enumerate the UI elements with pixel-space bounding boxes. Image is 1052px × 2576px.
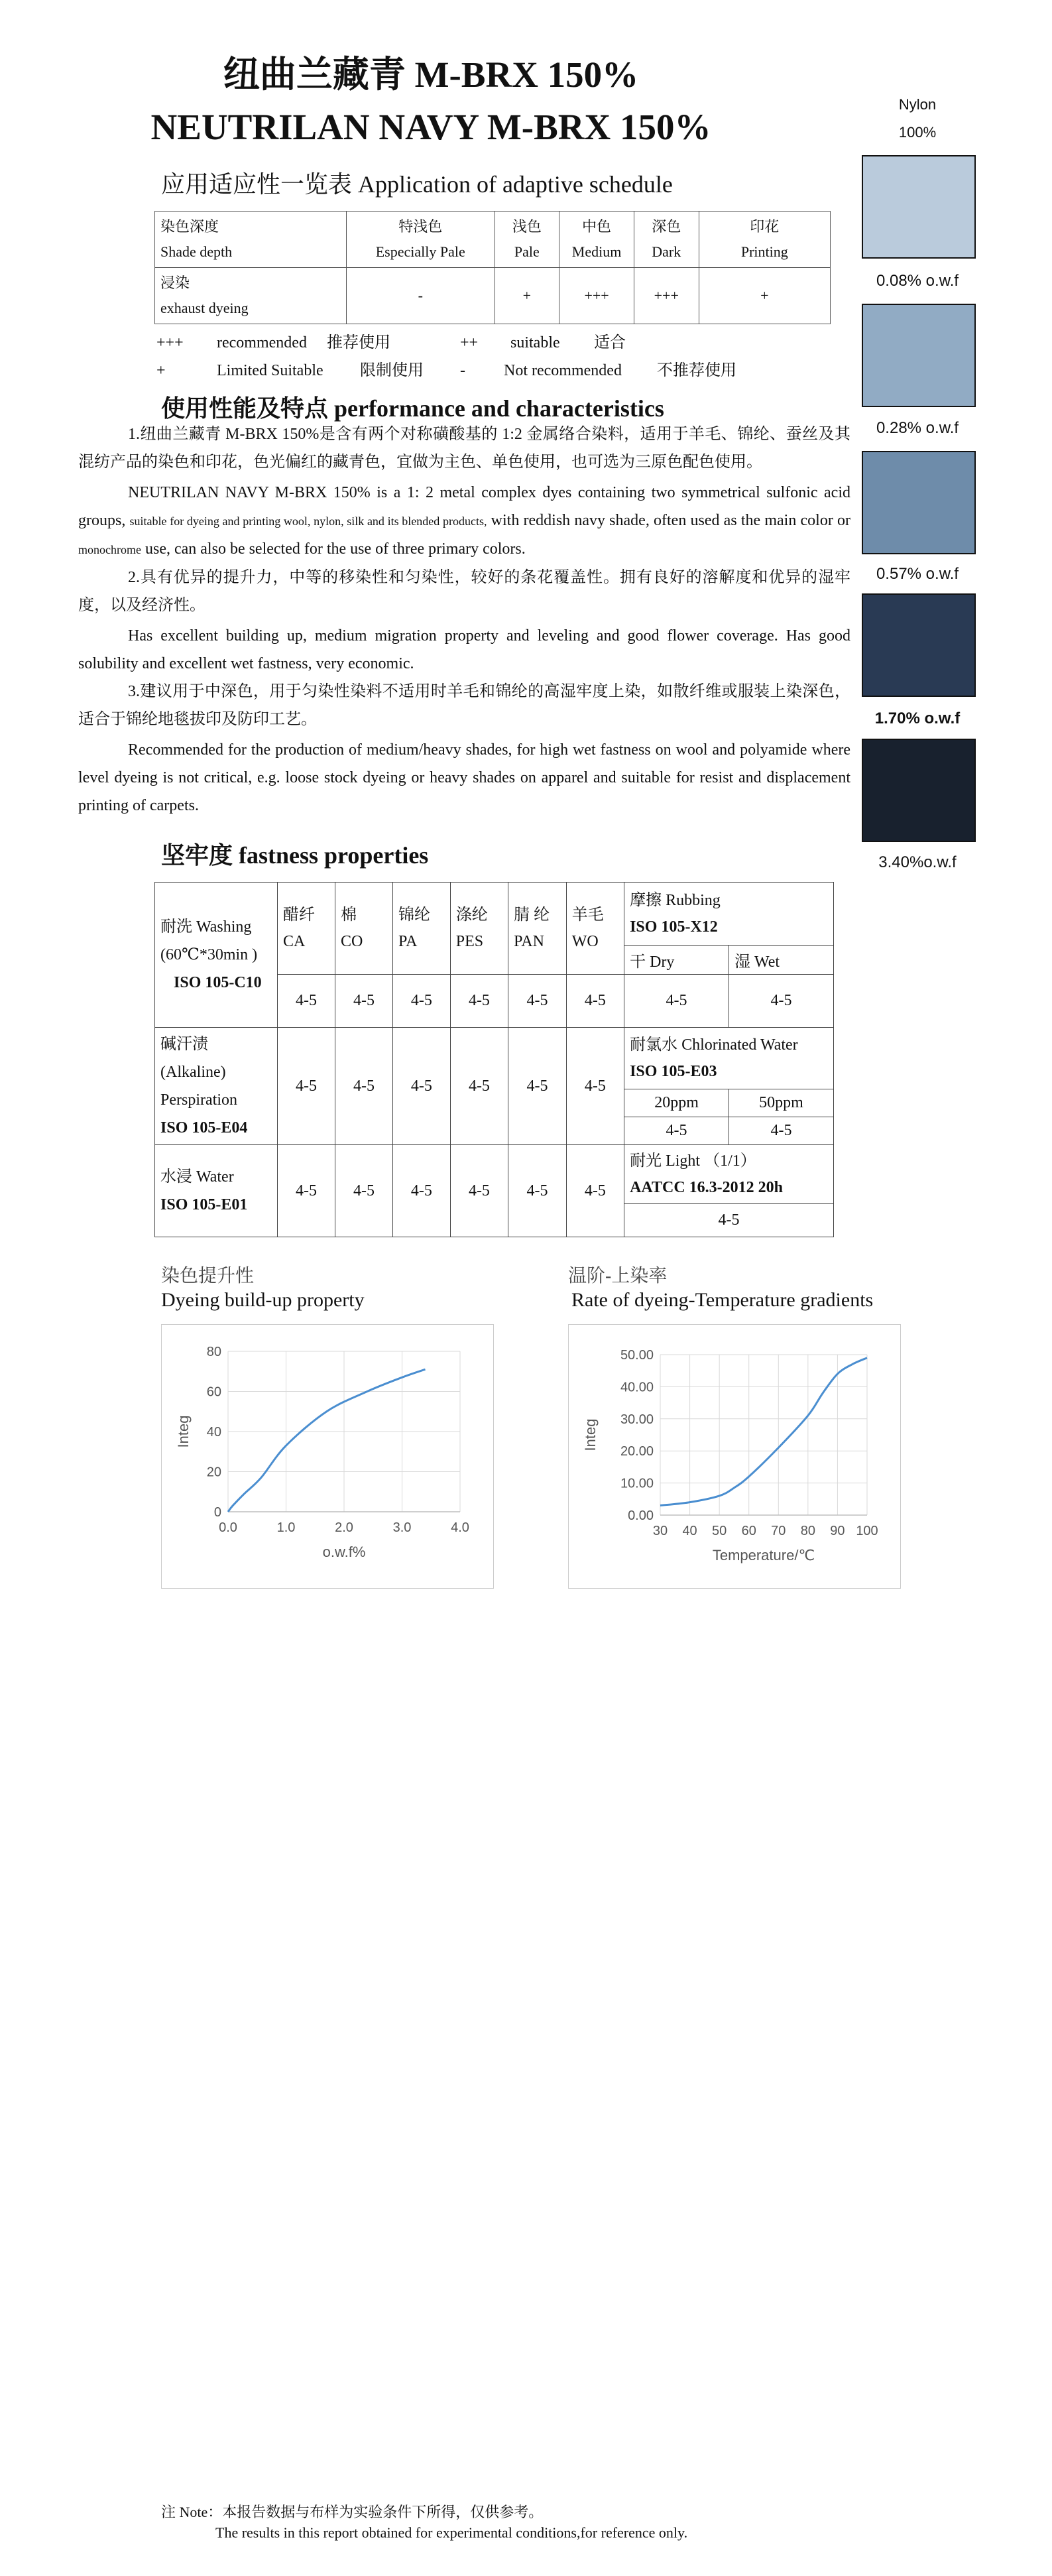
y-tick-label: 40.00 — [620, 1380, 654, 1395]
rubbing-dry-label: 干 Dry — [624, 946, 729, 975]
y-axis-label: Integ — [175, 1415, 192, 1448]
washing-co: 4-5 — [335, 975, 393, 1028]
y-tick-label: 20 — [206, 1465, 221, 1480]
chlorinated-20ppm-value: 4-5 — [624, 1117, 729, 1145]
x-tick-label: 0.0 — [219, 1520, 237, 1535]
y-axis-label: Integ — [582, 1418, 599, 1451]
swatch-1.70 — [862, 593, 976, 697]
chlorinated-50ppm-label: 50ppm — [729, 1089, 834, 1117]
swatch-header-line1: Nylon — [898, 96, 937, 113]
swatch-label-1.70: 1.70% o.w.f — [874, 709, 961, 727]
perspiration-label: 碱汗渍 (Alkaline) Perspiration ISO 105-E04 — [155, 1028, 278, 1145]
water-ca: 4-5 — [278, 1145, 335, 1237]
water-pes: 4-5 — [450, 1145, 508, 1237]
p2-en: Has excellent building up, medium migration property and leveling and good flower coverage. Has good solubility and excellent wet fastness, very economic. — [78, 627, 850, 672]
p2-cn: 2.具有优异的提升力，中等的移染性和匀染性，较好的条花覆盖性。拥有良好的溶解度和优异的湿牢度，以及经济性。 — [78, 569, 850, 614]
application-table — [154, 211, 831, 324]
y-tick-label: 20.00 — [620, 1444, 654, 1459]
washing-wo: 4-5 — [566, 975, 624, 1028]
y-tick-label: 10.00 — [620, 1476, 654, 1491]
rubbing-wet-value: 4-5 — [729, 975, 834, 1028]
y-tick-label: 0.00 — [628, 1508, 654, 1523]
buildup-chart-frame — [161, 1324, 494, 1589]
swatch-label-3.40: 3.40%o.w.f — [878, 853, 957, 871]
x-tick-label: 100 — [856, 1524, 878, 1538]
water-pa: 4-5 — [393, 1145, 451, 1237]
rubbing-wet-label: 湿 Wet — [729, 946, 834, 975]
chlorinated-20ppm-label: 20ppm — [624, 1089, 729, 1117]
x-tick-label: 40 — [682, 1524, 697, 1538]
buildup-chart — [162, 1325, 493, 1588]
p3-cn: 3.建议用于中深色，用于匀染性染料不适用时羊毛和锦纶的高湿牢度上染，如散纤维或服装上染深色，适合于锦纶地毯拔印及防印工艺。 — [78, 683, 850, 728]
fastness-heading: 坚牢度 fastness properties — [161, 842, 429, 869]
header-shade-depth: 染色深度 Shade depth — [155, 212, 347, 268]
fiber-co: 棉 CO — [335, 883, 393, 975]
x-axis-label: o.w.f% — [322, 1544, 366, 1560]
fiber-pes: 涤纶 PES — [450, 883, 508, 975]
y-tick-label: 40 — [206, 1425, 221, 1440]
swatch-header-line2: 100% — [898, 124, 937, 141]
rubbing-label: 摩擦 Rubbing ISO 105-X12 — [624, 883, 834, 946]
swatch-label-0.57: 0.57% o.w.f — [876, 565, 959, 583]
application-row-exhaust — [155, 268, 831, 324]
perspiration-co: 4-5 — [335, 1028, 393, 1145]
x-tick-label: 50 — [712, 1524, 727, 1538]
x-tick-label: 70 — [771, 1524, 786, 1538]
header-pale: 浅色 Pale — [495, 212, 559, 268]
swatch-label-0.08: 0.08% o.w.f — [876, 272, 959, 290]
washing-ca: 4-5 — [278, 975, 335, 1028]
x-axis-label: Temperature/℃ — [712, 1547, 815, 1564]
swatch-label-0.28: 0.28% o.w.f — [876, 419, 959, 437]
washing-label: 耐洗 Washing (60℃*30min ) ISO 105-C10 — [155, 883, 278, 1028]
value-dark: +++ — [634, 268, 699, 324]
title-cn: 纽曲兰藏青 M-BRX 150% — [223, 54, 639, 95]
x-tick-label: 1.0 — [276, 1520, 296, 1535]
washing-pan: 4-5 — [508, 975, 567, 1028]
x-tick-label: 4.0 — [451, 1520, 469, 1535]
buildup-title-en: Dyeing build-up property — [161, 1289, 365, 1311]
title-en: NEUTRILAN NAVY M-BRX 150% — [150, 107, 711, 147]
temp-title-cn: 温阶-上染率 — [568, 1266, 668, 1286]
water-co: 4-5 — [335, 1145, 393, 1237]
x-tick-label: 60 — [741, 1524, 756, 1538]
swatch-0.08 — [862, 155, 976, 259]
value-especially-pale: - — [346, 268, 495, 324]
row-exhaust-dyeing: 浸染 exhaust dyeing — [155, 268, 347, 324]
y-tick-label: 80 — [206, 1345, 221, 1359]
buildup-title-cn: 染色提升性 — [161, 1266, 255, 1286]
note-line-2: The results in this report obtained for experimental conditions,for reference only. — [215, 2524, 688, 2541]
value-medium: +++ — [559, 268, 634, 324]
washing-pa: 4-5 — [393, 975, 451, 1028]
performance-text — [78, 420, 850, 820]
perspiration-wo: 4-5 — [566, 1028, 624, 1145]
y-tick-label: 60 — [206, 1384, 221, 1400]
temp-title-en: Rate of dyeing-Temperature gradients — [571, 1289, 874, 1311]
temp-chart — [569, 1325, 900, 1588]
y-tick-label: 50.00 — [620, 1348, 654, 1363]
header-printing: 印花 Printing — [699, 212, 830, 268]
fiber-pa: 锦纶 PA — [393, 883, 451, 975]
legend-row-1: +++ recommended 推荐使用 ++ suitable 适合 — [156, 334, 626, 351]
header-especially-pale: 特浅色 Especially Pale — [346, 212, 495, 268]
header-medium: 中色 Medium — [559, 212, 634, 268]
light-label: 耐光 Light （1/1） AATCC 16.3-2012 20h — [624, 1145, 834, 1204]
fastness-table — [154, 882, 834, 1237]
p1-en: NEUTRILAN NAVY M-BRX 150% is a 1: 2 metal complex dyes containing two symmetrical sulfonic acid groups, suitable for dyeing and printing wool, nylon, silk and its blended products, with reddish navy shade, often used as the main color or monochrome use, can also be selected for the use of three primary colors. — [78, 484, 851, 558]
temp-chart-frame — [568, 1324, 901, 1589]
swatch-0.28 — [862, 304, 976, 407]
perspiration-pes: 4-5 — [450, 1028, 508, 1145]
p3-en: Recommended for the production of medium/heavy shades, for high wet fastness on wool and polyamide where level dyeing is not critical, e.g. loose stock dyeing or heavy shades on apparel and suitable for resist and displacement printing of carpets. — [78, 741, 850, 814]
legend-row-2: + Limited Suitable 限制使用 - Not recommended 不推荐使用 — [156, 362, 736, 379]
application-header-row — [155, 212, 831, 268]
swatch-3.40 — [862, 739, 976, 842]
y-tick-label: 30.00 — [620, 1412, 654, 1427]
chlorinated-label: 耐氯水 Chlorinated Water ISO 105-E03 — [624, 1028, 834, 1089]
perspiration-ca: 4-5 — [278, 1028, 335, 1145]
perspiration-pa: 4-5 — [393, 1028, 451, 1145]
swatch-0.57 — [862, 451, 976, 554]
x-tick-label: 30 — [652, 1524, 668, 1538]
water-wo: 4-5 — [566, 1145, 624, 1237]
perspiration-pan: 4-5 — [508, 1028, 567, 1145]
x-tick-label: 80 — [800, 1524, 815, 1538]
header-dark: 深色 Dark — [634, 212, 699, 268]
value-printing: + — [699, 268, 830, 324]
application-heading: 应用适应性一览表 Application of adaptive schedule — [161, 171, 673, 198]
performance-heading: 使用性能及特点 performance and characteristics — [161, 395, 664, 422]
water-pan: 4-5 — [508, 1145, 567, 1237]
chlorinated-50ppm-value: 4-5 — [729, 1117, 834, 1145]
fiber-ca: 醋纤 CA — [278, 883, 335, 975]
washing-pes: 4-5 — [450, 975, 508, 1028]
series-line — [228, 1369, 426, 1512]
p1-cn: 1.纽曲兰藏青 M-BRX 150%是含有两个对称磺酸基的 1:2 金属络合染料，适用于羊毛、锦纶、蚕丝及其混纺产品的染色和印花，色光偏红的藏青色，宜做为主色、单色使用，也可选为三原色配色使用。 — [78, 426, 850, 471]
rubbing-dry-value: 4-5 — [624, 975, 729, 1028]
y-tick-label: 0 — [213, 1505, 221, 1520]
light-value: 4-5 — [624, 1204, 834, 1237]
x-tick-label: 90 — [830, 1524, 845, 1538]
x-tick-label: 3.0 — [392, 1520, 412, 1535]
fiber-pan: 腈 纶 PAN — [508, 883, 567, 975]
note-line-1: 注 Note：本报告数据与布样为实验条件下所得，仅供参考。 — [161, 2504, 544, 2520]
x-tick-label: 2.0 — [335, 1520, 353, 1535]
value-pale: + — [495, 268, 559, 324]
fiber-wo: 羊毛 WO — [566, 883, 624, 975]
water-label: 水浸 Water ISO 105-E01 — [155, 1145, 278, 1237]
